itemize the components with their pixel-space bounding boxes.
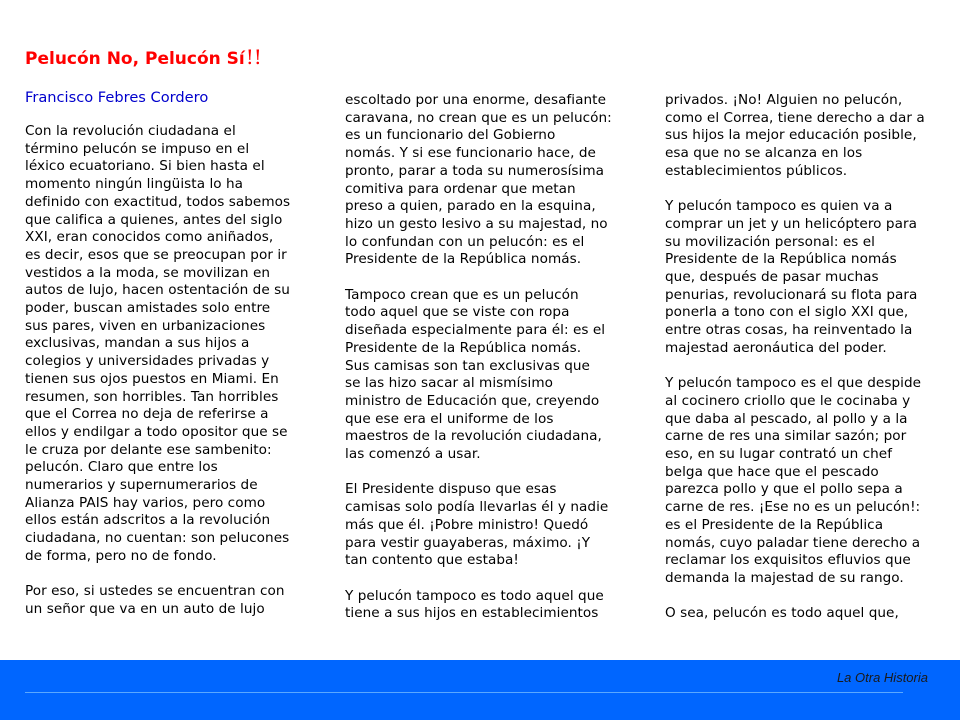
paragraph bbox=[665, 605, 955, 623]
text-line: ellos están adscritos a la revolución bbox=[25, 512, 271, 529]
text-line: privados. ¡No! Alguien no pelucón, bbox=[665, 92, 903, 108]
text-line: autos de lujo, hacen ostentación de su bbox=[25, 282, 290, 299]
footer-bar bbox=[0, 660, 960, 720]
text-line: Presidente de la República nomás bbox=[665, 251, 897, 268]
text-line: numerarios y supernumerarios de bbox=[25, 477, 258, 494]
text-line: nomás, cuyo paladar tiene derecho a bbox=[665, 534, 921, 551]
text-line: tiene a sus hijos en establecimientos bbox=[345, 605, 599, 622]
text-line: entre otras cosas, ha reinventado la bbox=[665, 322, 913, 339]
text-line: para vestir guayaberas, máximo. ¡Y bbox=[345, 534, 591, 551]
text-line: maestros de la revolución ciudadana, bbox=[345, 428, 602, 445]
text-line: es un funcionario del Gobierno bbox=[345, 127, 556, 144]
text-line: Y pelucón tampoco es quien va a bbox=[665, 198, 893, 215]
text-line: tienen sus ojos puestos en Miami. En bbox=[25, 370, 279, 387]
text-line: al cocinero criollo que le cocinaba y bbox=[665, 392, 911, 409]
text-line: carne de res una similar sazón; por bbox=[665, 428, 907, 445]
text-line: léxico ecuatoriano. Si bien hasta el bbox=[25, 158, 265, 175]
paragraph bbox=[25, 123, 315, 566]
text-line: término pelucón se impuso en el bbox=[25, 140, 250, 157]
text-line: que daba al pescado, al pollo y a la bbox=[665, 410, 908, 427]
text-line: ciudadana, no cuentan: son pelucones bbox=[25, 530, 290, 547]
text-line: parezca pollo y que el pollo sepa a bbox=[665, 481, 903, 498]
text-line: Tampoco crean que es un pelucón bbox=[345, 286, 579, 303]
text-line: preso a quien, parado en la esquina, bbox=[345, 198, 596, 215]
text-line: escoltado por una enorme, desafiante bbox=[345, 92, 606, 108]
text-line: se las hizo sacar al mismísimo bbox=[345, 375, 554, 392]
paragraph bbox=[665, 198, 955, 357]
page-title bbox=[25, 45, 262, 69]
text-line: que califica a quienes, antes del siglo bbox=[25, 211, 283, 228]
footer-label: La Otra Historia bbox=[836, 670, 928, 685]
title-exclamation: !! bbox=[245, 45, 262, 69]
text-line: comprar un jet y un helicóptero para bbox=[665, 215, 918, 232]
text-column-1 bbox=[25, 123, 315, 636]
text-column-3 bbox=[665, 92, 955, 641]
footer-divider bbox=[25, 692, 903, 693]
text-line: Por eso, si ustedes se encuentran con bbox=[25, 583, 285, 600]
text-line: Con la revolución ciudadana el bbox=[25, 123, 236, 139]
text-line: es el Presidente de la República bbox=[665, 516, 884, 533]
author-name: Francisco Febres Cordero bbox=[25, 89, 209, 106]
text-line: que, después de pasar muchas bbox=[665, 269, 879, 286]
text-line: O sea, pelucón es todo aquel que, bbox=[665, 605, 899, 622]
paragraph bbox=[25, 583, 315, 618]
text-column-2 bbox=[345, 92, 635, 641]
text-line: poder, buscan amistades solo entre bbox=[25, 300, 271, 317]
text-line: reclamar los exquisitos efluvios que bbox=[665, 552, 911, 569]
text-line: colegios y universidades privadas y bbox=[25, 353, 270, 370]
text-line: Presidente de la República nomás. bbox=[345, 251, 582, 268]
paragraph bbox=[345, 287, 635, 464]
text-line: eso, en su lugar contrató un chef bbox=[665, 446, 893, 463]
text-line: comitiva para ordenar que metan bbox=[345, 180, 576, 197]
text-line: resumen, son horribles. Tan horribles bbox=[25, 388, 279, 405]
text-line: momento ningún lingüista lo ha bbox=[25, 176, 244, 193]
text-line: su movilización personal: es el bbox=[665, 233, 875, 250]
text-line: penurias, revolucionará su flota para bbox=[665, 286, 918, 303]
text-line: sus hijos la mejor educación posible, bbox=[665, 127, 917, 144]
text-line: ellos y endilgar a todo opositor que se bbox=[25, 423, 288, 440]
text-line: belga que hace que el pescado bbox=[665, 463, 879, 480]
text-line: más que él. ¡Pobre ministro! Quedó bbox=[345, 516, 589, 533]
text-line: demanda la majestad de su rango. bbox=[665, 569, 904, 586]
text-line: de forma, pero no de fondo. bbox=[25, 547, 217, 564]
text-line: sus pares, viven en urbanizaciones bbox=[25, 317, 266, 334]
text-line: exclusivas, mandan a sus hijos a bbox=[25, 335, 250, 352]
text-line: pelucón. Claro que entre los bbox=[25, 459, 218, 476]
text-line: establecimientos públicos. bbox=[665, 162, 848, 179]
text-line: pronto, parar a toda su numerosísima bbox=[345, 162, 605, 179]
text-line: carne de res. ¡Ese no es un pelucón!: bbox=[665, 499, 921, 516]
text-line: esa que no se alcanza en los bbox=[665, 145, 863, 162]
text-line: ministro de Educación que, creyendo bbox=[345, 392, 600, 409]
text-line: lo confundan con un pelucón: es el bbox=[345, 233, 585, 250]
text-line: tan contento que estaba! bbox=[345, 552, 519, 569]
paragraph bbox=[665, 375, 955, 587]
text-line: El Presidente dispuso que esas bbox=[345, 481, 557, 498]
text-line: Presidente de la República nomás. bbox=[345, 339, 582, 356]
paragraph bbox=[665, 92, 955, 181]
text-line: ponerla a tono con el siglo XXI que, bbox=[665, 304, 909, 321]
text-line: XXI, eran conocidos como aniñados, bbox=[25, 229, 274, 246]
paragraph bbox=[345, 588, 635, 623]
text-line: hizo un gesto lesivo a su majestad, no bbox=[345, 215, 608, 232]
text-line: nomás. Y si ese funcionario hace, de bbox=[345, 145, 596, 162]
text-line: es decir, esos que se preocupan por ir bbox=[25, 246, 287, 263]
text-line: Y pelucón tampoco es todo aquel que bbox=[345, 587, 604, 604]
text-line: un señor que va en un auto de lujo bbox=[25, 600, 265, 617]
text-line: Alianza PAIS hay varios, pero como bbox=[25, 494, 266, 511]
text-line: camisas solo podía llevarlas él y nadie bbox=[345, 499, 609, 516]
text-line: como el Correa, tiene derecho a dar a bbox=[665, 109, 925, 126]
text-line: todo aquel que se viste con ropa bbox=[345, 304, 570, 321]
text-line: que el Correa no deja de referirse a bbox=[25, 406, 269, 423]
title-text: Pelucón No, Pelucón Sí bbox=[25, 49, 245, 69]
paragraph bbox=[345, 481, 635, 570]
text-line: las comenzó a usar. bbox=[345, 446, 481, 463]
text-line: que ese era el uniforme de los bbox=[345, 410, 554, 427]
text-line: definido con exactitud, todos sabemos bbox=[25, 193, 291, 210]
text-line: majestad aeronáutica del poder. bbox=[665, 339, 887, 356]
text-line: vestidos a la moda, se movilizan en bbox=[25, 264, 271, 281]
text-line: caravana, no crean que es un pelucón: bbox=[345, 109, 612, 126]
text-line: Sus camisas son tan exclusivas que bbox=[345, 357, 590, 374]
text-line: le cruza por delante ese sambenito: bbox=[25, 441, 272, 458]
text-line: Y pelucón tampoco es el que despide bbox=[665, 375, 922, 392]
text-line: diseñada especialmente para él: es el bbox=[345, 322, 606, 339]
paragraph bbox=[345, 92, 635, 269]
